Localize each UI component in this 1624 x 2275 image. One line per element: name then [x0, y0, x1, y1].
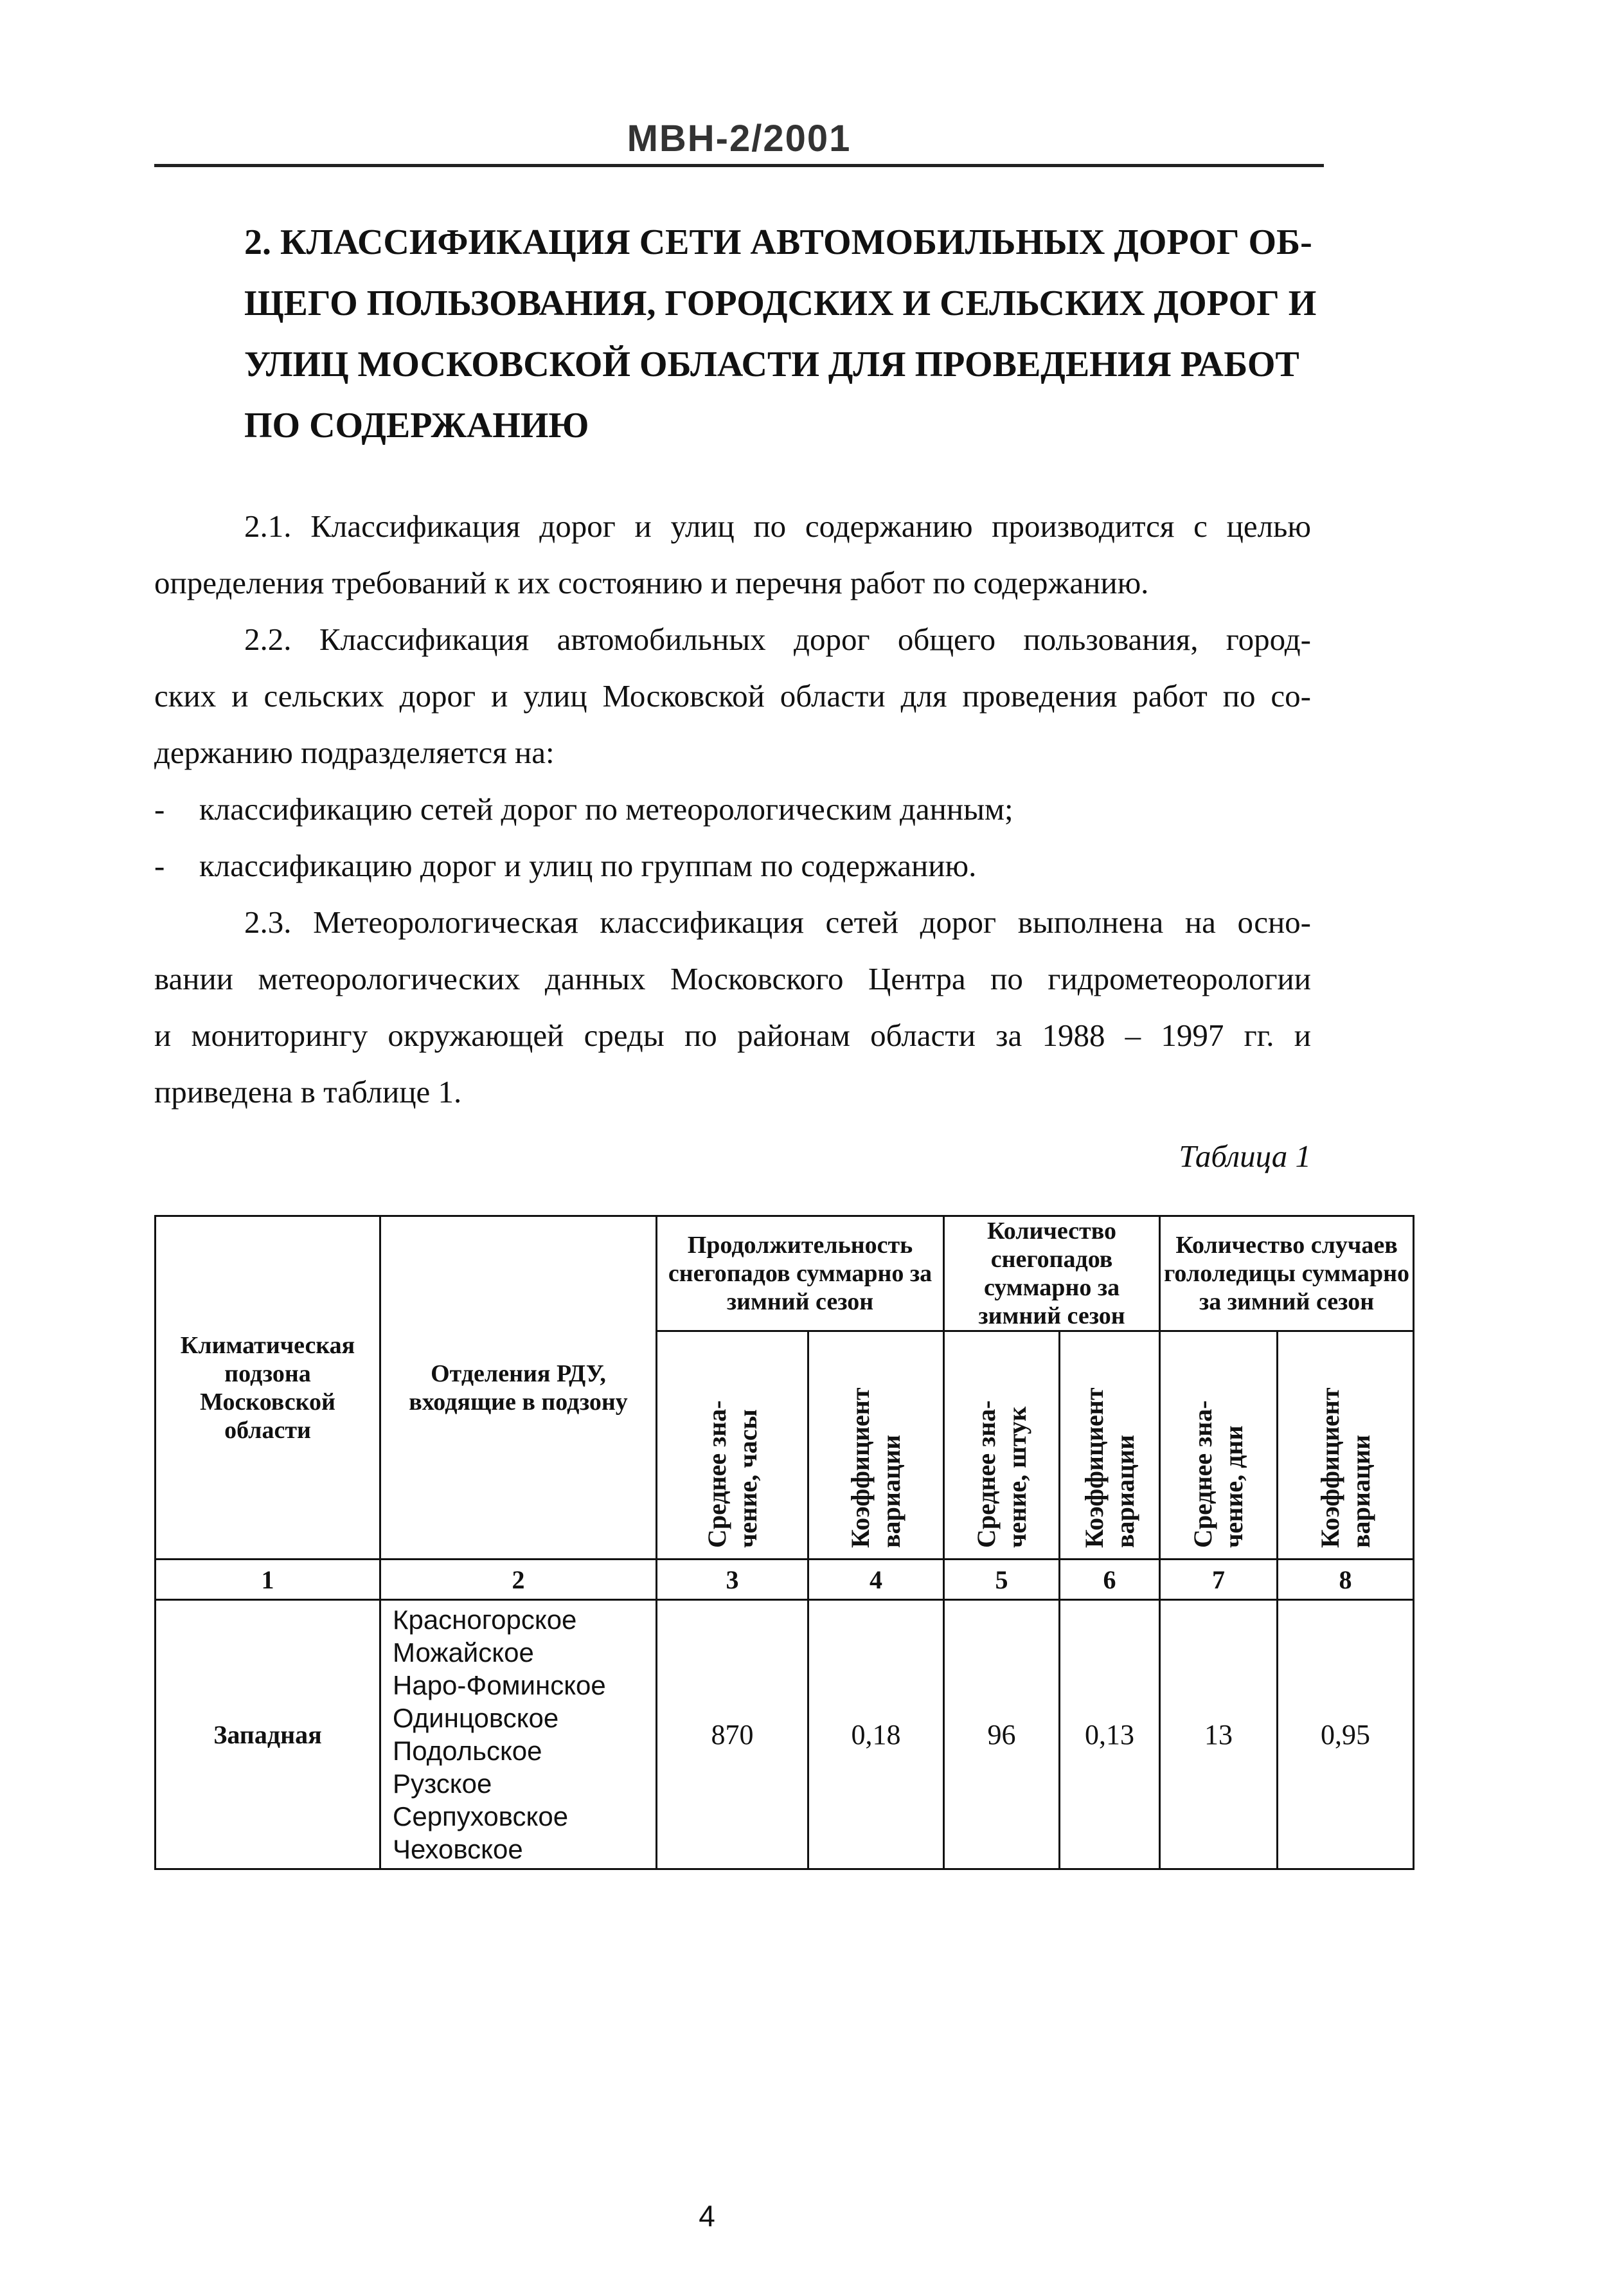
department-name: Чеховское — [393, 1834, 523, 1864]
text-line: ских и сельских дорог и улиц Московской области для проведения работ по со- — [154, 678, 1311, 714]
column-number: 1 — [156, 1560, 380, 1600]
subheader-text — [1315, 1342, 1377, 1548]
value-cell: 96 — [944, 1600, 1060, 1869]
subheader-line: Коэффициент — [846, 1387, 875, 1548]
text-line: держанию подразделяется на: — [154, 735, 555, 770]
value-cell: 870 — [657, 1600, 808, 1869]
text-line: 2.1. Классификация дорог и улиц по содержанию производится с целью — [244, 508, 1311, 544]
bullet-dash: - — [154, 791, 165, 827]
column-number: 5 — [944, 1560, 1060, 1600]
column-number-row — [156, 1560, 1414, 1600]
column-number: 6 — [1060, 1560, 1160, 1600]
header-snowfall-duration: Продолжительность снегопадов суммарно за зимний сезон — [657, 1216, 944, 1331]
section-title-line: УЛИЦ МОСКОВСКОЙ ОБЛАСТИ ДЛЯ ПРОВЕДЕНИЯ РАБОТ — [244, 345, 1299, 384]
department-name: Серпуховское — [393, 1801, 569, 1831]
bullet-text: классификацию дорог и улиц по группам по содержанию. — [199, 848, 977, 883]
column-number: 7 — [1160, 1560, 1278, 1600]
subheader-line: чение, часы — [733, 1409, 762, 1548]
subheader-cell — [808, 1331, 944, 1560]
document-code: МВН-2/2001 — [627, 118, 852, 159]
subheader-text — [1188, 1342, 1249, 1548]
text-line: вании метеорологических данных Московского Центра по гидрометеорологии — [154, 961, 1311, 996]
bullet-text: классификацию сетей дорог по метеорологическим данным; — [199, 791, 1013, 827]
department-name: Подольское — [393, 1736, 542, 1766]
text-line: 2.2. Классификация автомобильных дорог общего пользования, город- — [244, 622, 1311, 657]
header-rdu-departments: Отделения РДУ, входящие в подзону — [380, 1216, 657, 1560]
subheader-cell — [1060, 1331, 1160, 1560]
column-number: 2 — [380, 1560, 657, 1600]
subheader-line: Коэффициент — [1079, 1387, 1109, 1548]
subheader-line: Среднее зна- — [971, 1400, 1001, 1548]
paragraph-2-3 — [154, 894, 1311, 1120]
body-text — [154, 498, 1311, 1120]
table-caption: Таблица 1 — [1179, 1138, 1311, 1174]
text-line: и мониторингу окружающей среды по районам области за 1988 – 1997 гг. и — [154, 1018, 1311, 1053]
header-snowfall-count: Количество снегопадов суммарно за зимний сезон — [944, 1216, 1160, 1331]
bullet-item — [154, 781, 1311, 838]
paragraph-2-2 — [154, 611, 1311, 781]
region-cell: Западная — [156, 1600, 380, 1869]
departments-cell — [380, 1600, 657, 1869]
text-line: определения требований к их состоянию и перечня работ по содержанию. — [154, 565, 1149, 600]
subheader-line: чение, дни — [1219, 1425, 1249, 1548]
page-number: 4 — [699, 2199, 715, 2233]
column-number: 4 — [808, 1560, 944, 1600]
text-line: 2.3. Метеорологическая классификация сетей дорог выполнена на осно- — [244, 904, 1311, 940]
subheader-cell — [944, 1331, 1060, 1560]
section-title-line: 2. КЛАССИФИКАЦИЯ СЕТИ АВТОМОБИЛЬНЫХ ДОРОГ ОБ- — [244, 222, 1312, 262]
meteo-classification-table — [154, 1215, 1414, 1870]
value-cell: 0,95 — [1278, 1600, 1414, 1869]
subheader-line: Среднее зна- — [1188, 1400, 1218, 1548]
column-number: 8 — [1278, 1560, 1414, 1600]
department-name: Одинцовское — [393, 1703, 559, 1733]
subheader-text — [845, 1342, 907, 1548]
subheader-cell — [657, 1331, 808, 1560]
subheader-line: вариации — [1346, 1434, 1375, 1548]
department-name: Красногорское — [393, 1605, 577, 1635]
bullet-item — [154, 838, 1311, 894]
header-rule — [154, 164, 1324, 167]
section-title-line: ПО СОДЕРЖАНИЮ — [244, 406, 589, 445]
page-header — [154, 117, 1324, 167]
bullet-dash: - — [154, 848, 165, 883]
subheader-line: Среднее зна- — [702, 1400, 731, 1548]
table-row — [156, 1600, 1414, 1869]
subheader-line: Коэффициент — [1315, 1387, 1344, 1548]
section-title — [244, 212, 1317, 456]
text-line: приведена в таблице 1. — [154, 1074, 462, 1110]
subheader-line: вариации — [877, 1434, 906, 1548]
subheader-text — [1079, 1342, 1141, 1548]
subheader-line: чение, штук — [1002, 1406, 1031, 1548]
paragraph-2-1 — [154, 498, 1311, 611]
department-name: Рузское — [393, 1768, 492, 1799]
column-number: 3 — [657, 1560, 808, 1600]
header-ice-cases: Количество случаев гололедицы суммарно за зимний сезон — [1160, 1216, 1414, 1331]
section-title-line: ЩЕГО ПОЛЬЗОВАНИЯ, ГОРОДСКИХ И СЕЛЬСКИХ ДОРОГ И — [244, 283, 1317, 323]
value-cell: 0,18 — [808, 1600, 944, 1869]
subheader-cell — [1160, 1331, 1278, 1560]
subheader-line: вариации — [1110, 1434, 1139, 1548]
header-climatic-subzone: Климатическая подзона Московской области — [156, 1216, 380, 1560]
subheader-text — [702, 1342, 763, 1548]
subheader-cell — [1278, 1331, 1414, 1560]
value-cell: 13 — [1160, 1600, 1278, 1869]
value-cell: 0,13 — [1060, 1600, 1160, 1869]
subheader-text — [971, 1342, 1033, 1548]
department-name: Наро-Фоминское — [393, 1670, 606, 1700]
department-name: Можайское — [393, 1637, 534, 1668]
